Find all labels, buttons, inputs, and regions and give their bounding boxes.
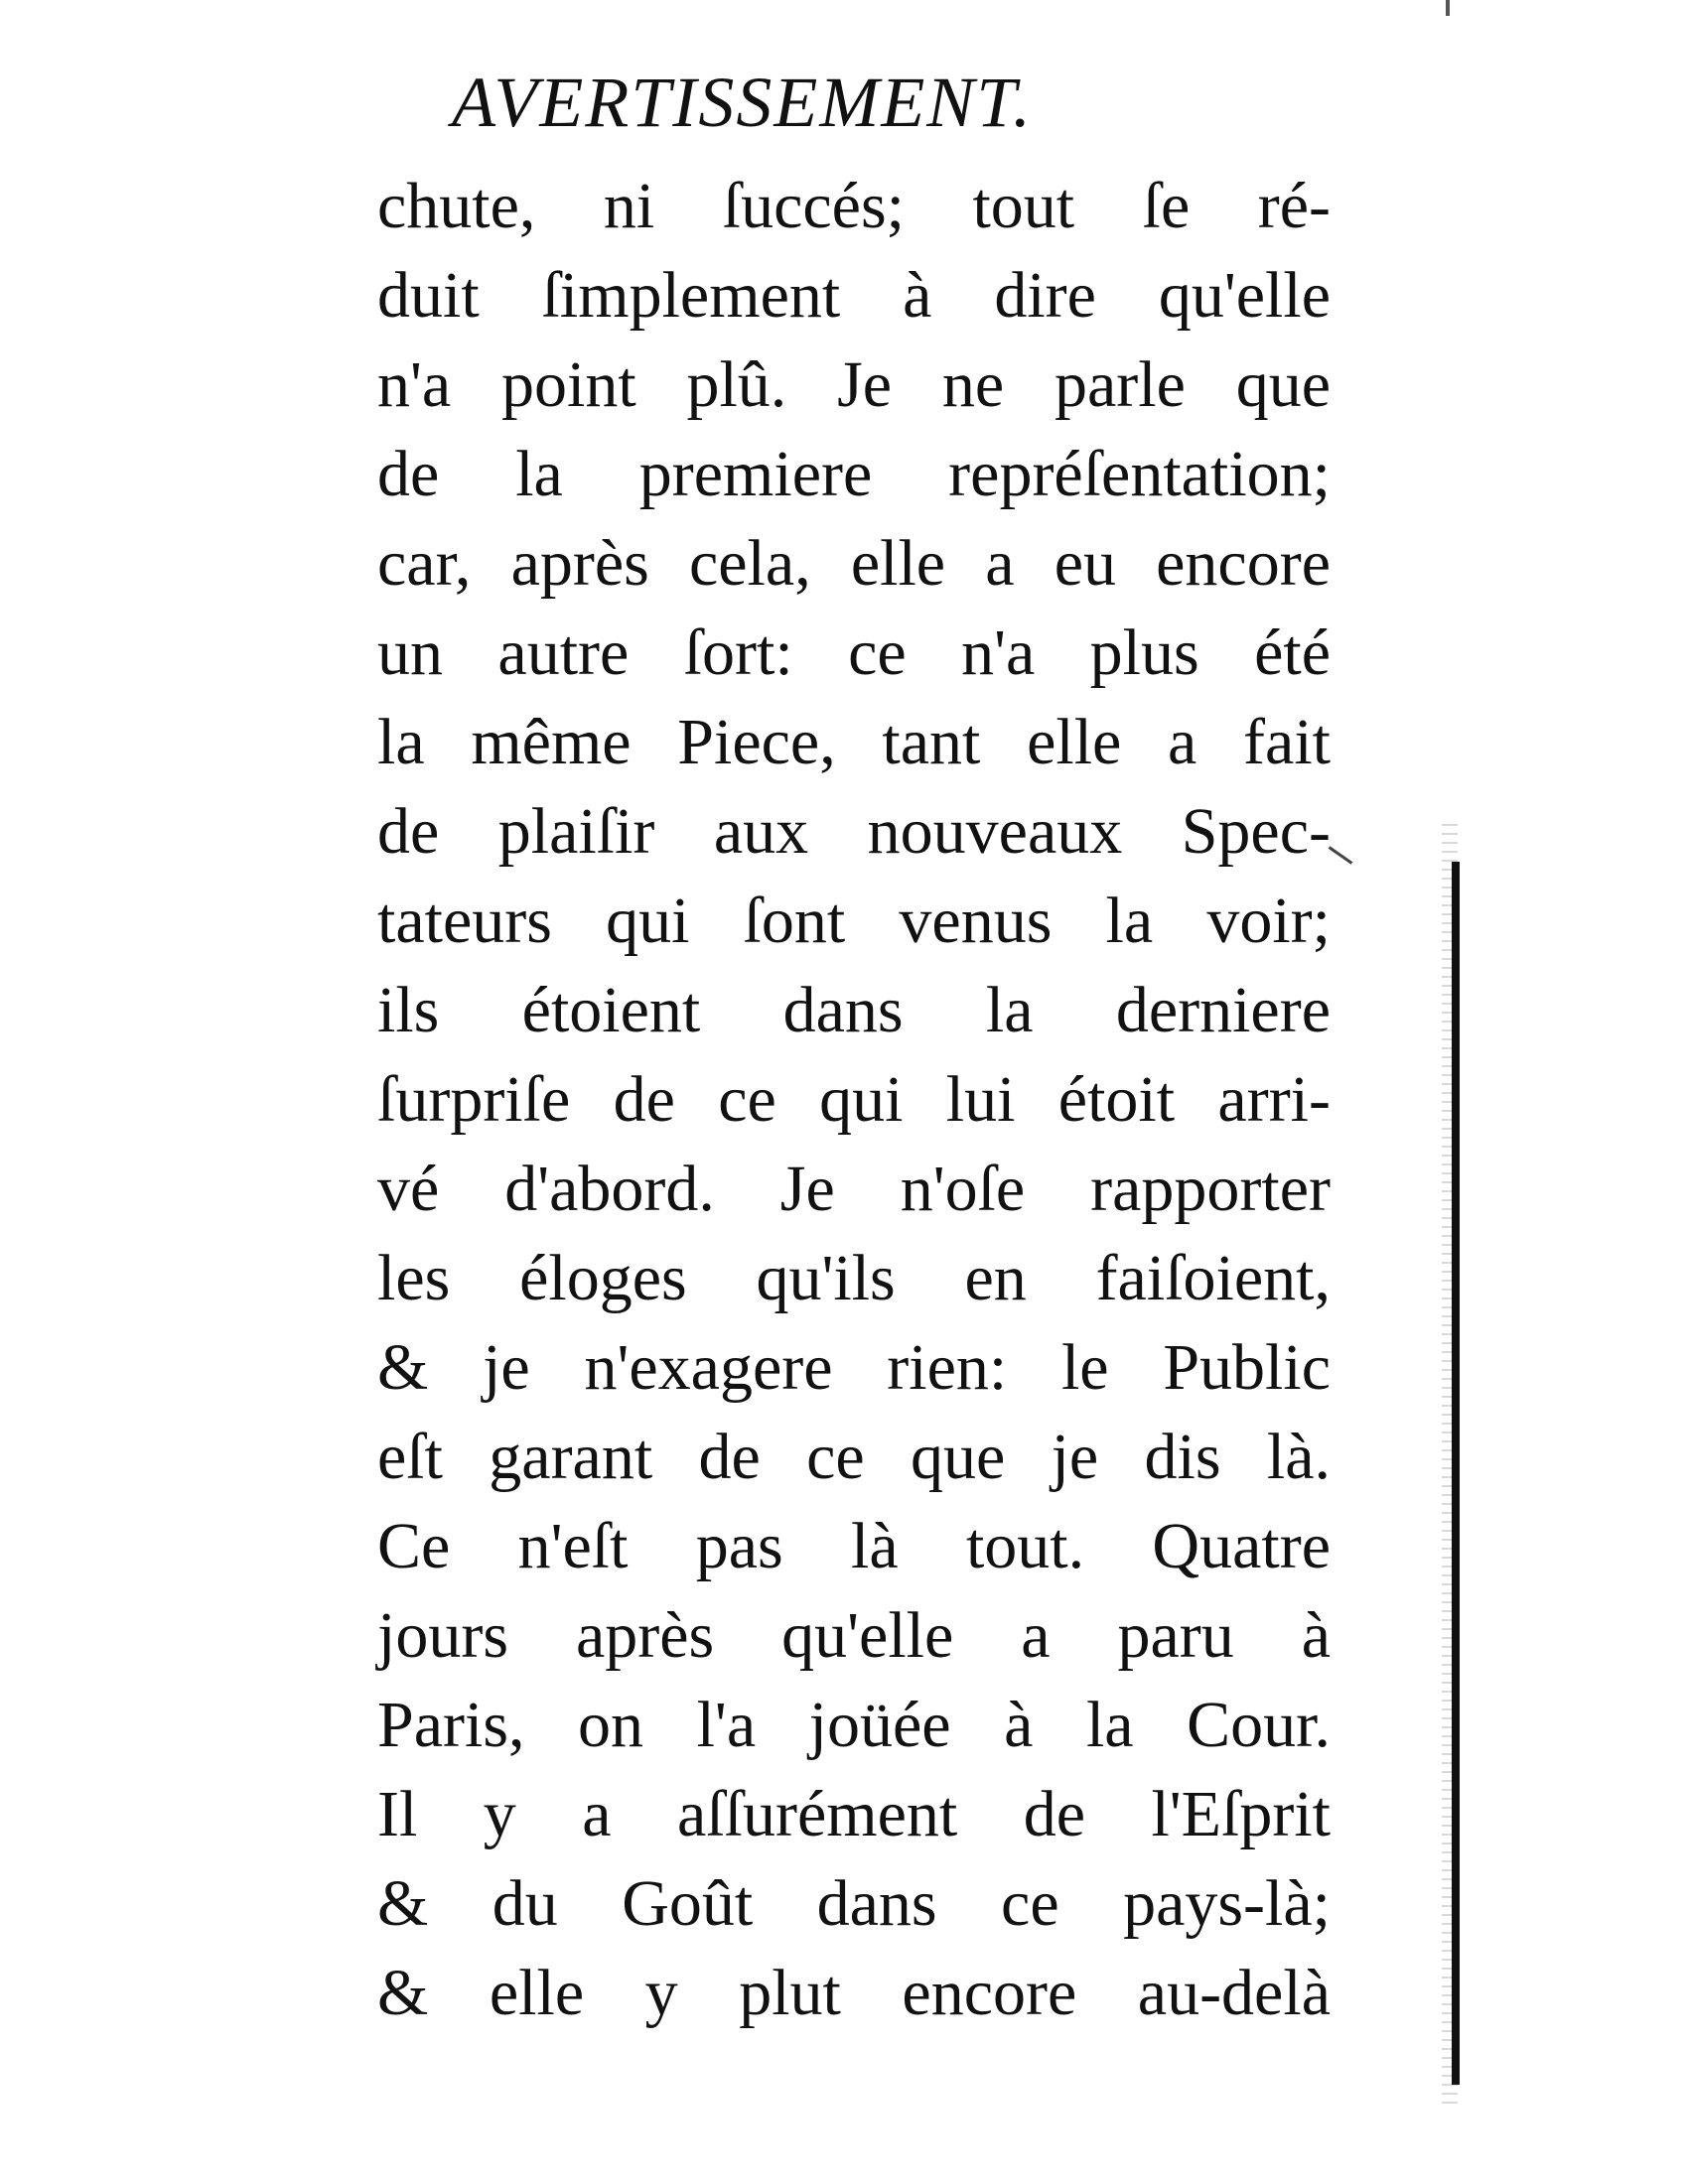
text-line: ſurpriſe de ce qui lui étoit arri-	[377, 1063, 1331, 1136]
text-line: vé d'abord. Je n'oſe rapporter	[377, 1153, 1331, 1225]
text-line: & je n'exagere rien: le Public	[377, 1331, 1331, 1404]
text-line: Il y a aſſurément de l'Eſprit	[377, 1778, 1331, 1850]
text-line: Ce n'eſt pas là tout. Quatre	[377, 1510, 1331, 1582]
text-line: eſt garant de ce que je dis là.	[377, 1421, 1331, 1493]
text-line: tateurs qui ſont venus la voir;	[377, 885, 1331, 957]
body-text	[377, 162, 1331, 2038]
text-line: chute, ni ſuccés; tout ſe ré-	[377, 170, 1331, 242]
scan-edge-mark	[1446, 0, 1450, 16]
running-head: AVERTISSEMENT.	[452, 63, 1034, 142]
text-line: & du Goût dans ce pays-là;	[377, 1867, 1331, 1940]
text-line: ils étoient dans la derniere	[377, 974, 1331, 1046]
text-line: & elle y plut encore au-delà	[377, 1957, 1331, 2029]
text-line: de la premiere repréſentation;	[377, 438, 1331, 510]
text-line: la même Piece, tant elle a fait	[377, 706, 1331, 778]
text-line: car, après cela, elle a eu encore	[377, 527, 1331, 600]
text-line: de plaiſir aux nouveaux Spec-	[377, 795, 1331, 868]
text-line: les éloges qu'ils en faiſoient,	[377, 1242, 1331, 1314]
text-line: Paris, on l'a joüée à la Cour.	[377, 1689, 1331, 1761]
text-line: un autre ſort: ce n'a plus été	[377, 616, 1331, 689]
text-line: jours après qu'elle a paru à	[377, 1599, 1331, 1672]
binding-edge-bar	[1452, 862, 1460, 2085]
scan-stray-mark	[1329, 846, 1353, 865]
text-line: n'a point plû. Je ne parle que	[377, 348, 1331, 421]
text-line: duit ſimplement à dire qu'elle	[377, 259, 1331, 332]
